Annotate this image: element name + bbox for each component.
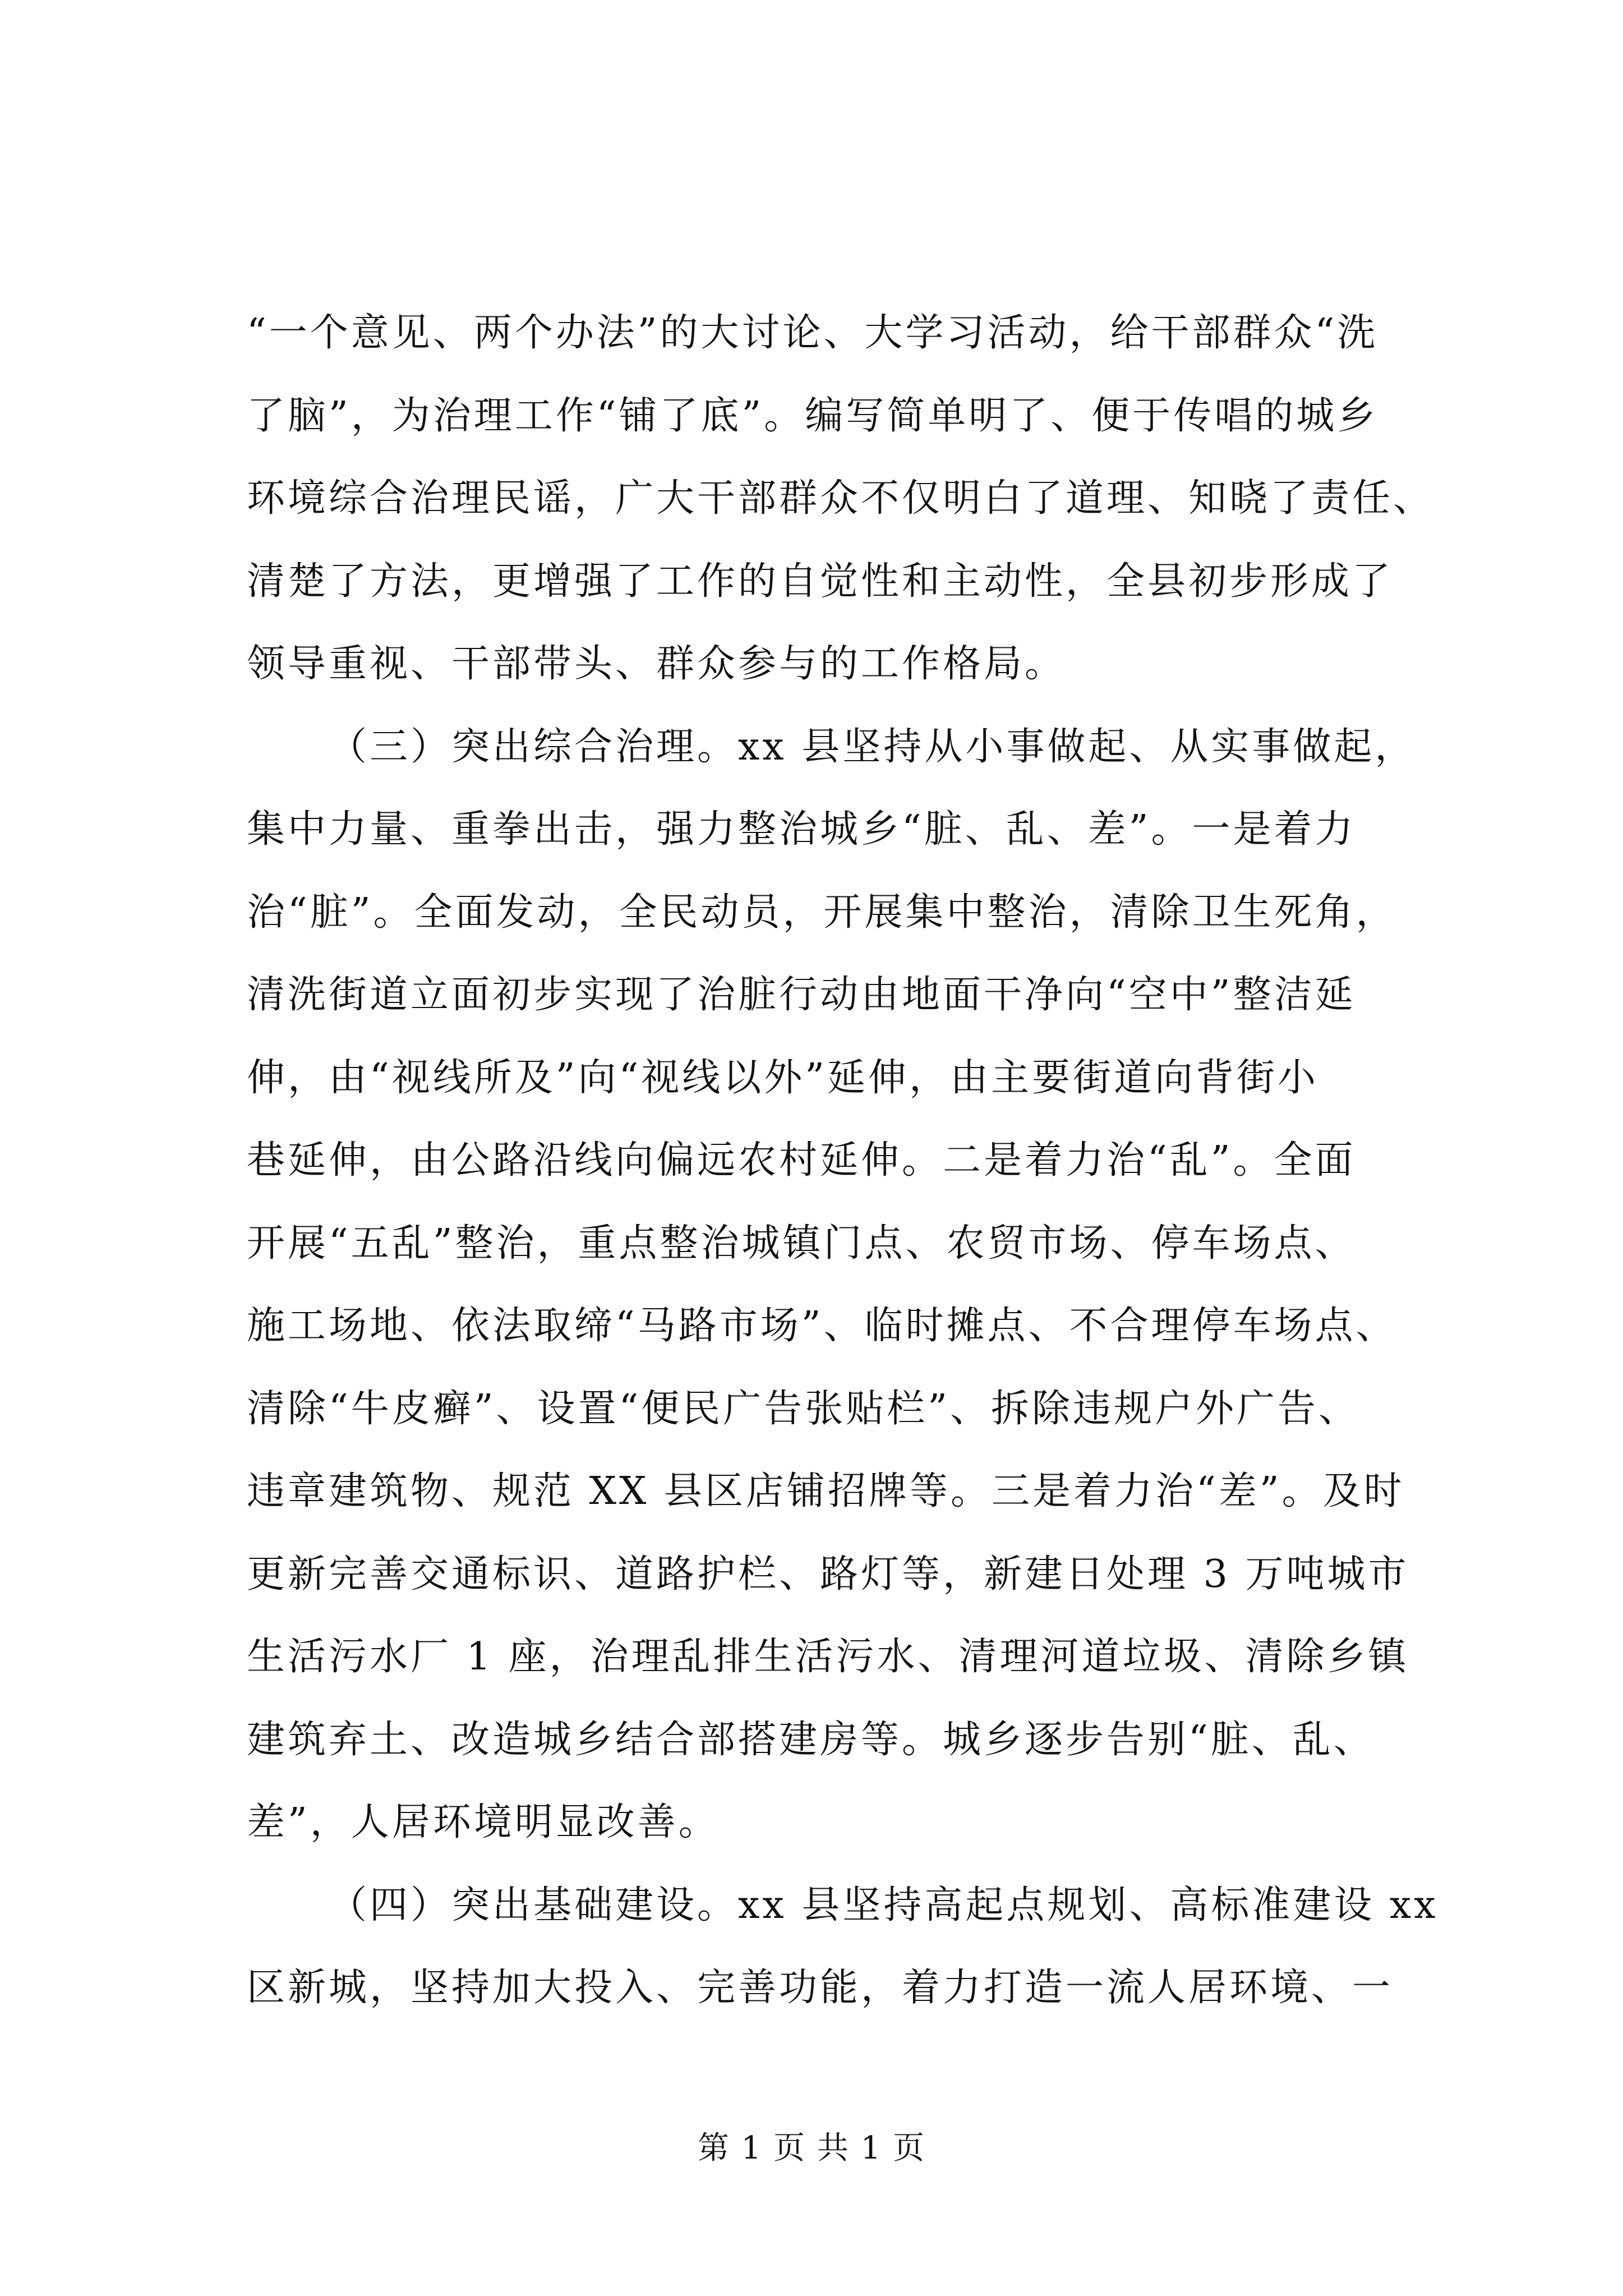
text-line: （三）突出综合治理。xx 县坚持从小事做起、从实事做起， — [329, 724, 1416, 769]
text-line: 建筑弃土、改造城乡结合部搭建房等。城乡逐步告别“脏、乱、 — [247, 1717, 1375, 1762]
text-line: 领导重视、干部带头、群众参与的工作格局。 — [247, 642, 1066, 686]
text-line: （四）突出基础建设。xx 县坚持高起点规划、高标准建设 xx — [329, 1883, 1438, 1927]
text-line: 清除“牛皮癣”、设置“便民广告张贴栏”、拆除违规户外广告、 — [247, 1386, 1360, 1431]
text-line: 生活污水厂 1 座，治理乱排生活污水、清理河道垃圾、清除乡镇 — [247, 1635, 1409, 1679]
text-line: 集中力量、重拳出击，强力整治城乡“脏、乱、差”。一是着力 — [247, 807, 1356, 852]
text-line: 了脑”，为治理工作“铺了底”。编写简单明了、便于传唱的城乡 — [247, 393, 1378, 438]
text-line: 治“脏”。全面发动，全民动员，开展集中整治，清除卫生死角， — [247, 890, 1397, 935]
body-text — [247, 292, 1438, 2030]
page-number-label: 第 1 页 共 1 页 — [697, 2130, 926, 2166]
page-footer — [0, 2126, 1623, 2171]
text-line: 违章建筑物、规范 XX 县区店铺招牌等。三是着力治“差”。及时 — [247, 1469, 1405, 1513]
text-line: 区新城，坚持加大投入、完善功能，着力打造一流人居环境、一 — [247, 1966, 1394, 2010]
text-line: 环境综合治理民谣，广大干部群众不仅明白了道理、知晓了责任、 — [247, 476, 1435, 521]
text-line: “一个意见、两个办法”的大讨论、大学习活动，给干部群众“洗 — [247, 311, 1378, 355]
text-line: 更新完善交通标识、道路护栏、路灯等，新建日处理 3 万吨城市 — [247, 1552, 1409, 1596]
text-line: 巷延伸，由公路沿线向偏远农村延伸。二是着力治“乱”。全面 — [247, 1138, 1356, 1182]
text-line: 开展“五乱”整治，重点整治城镇门点、农贸市场、停车场点、 — [247, 1221, 1356, 1266]
text-line: 清洗街道立面初步实现了治脏行动由地面干净向“空中”整洁延 — [247, 973, 1356, 1017]
text-line: 差”，人居环境明显改善。 — [247, 1800, 720, 1844]
text-line: 施工场地、依法取缔“马路市场”、临时摊点、不合理停车场点、 — [247, 1304, 1397, 1348]
text-line: 清楚了方法，更增强了工作的自觉性和主动性，全县初步形成了 — [247, 559, 1394, 604]
text-line: 伸，由“视线所及”向“视线以外”延伸，由主要街道向背街小 — [247, 1055, 1319, 1100]
